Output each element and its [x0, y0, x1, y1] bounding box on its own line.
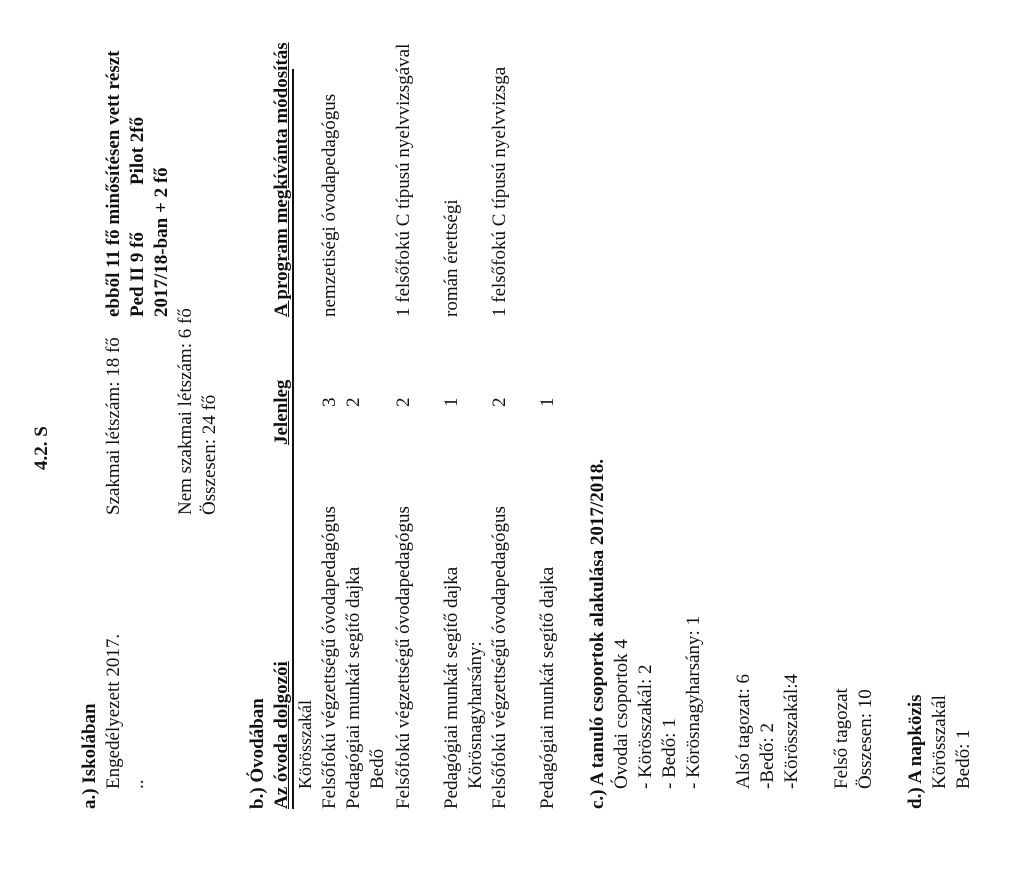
section-heading: 4.2. S [31, 426, 52, 470]
staff-row-role: Felsőfokú végzettségű óvodapedagógus [319, 506, 340, 809]
staff-row-count: 1 [441, 397, 462, 407]
kindergarten-groups: Óvodai csoportok 4 [611, 639, 632, 789]
school-title: a.) Iskolában [79, 703, 100, 809]
kindergarten-title: b.) Óvodában [247, 698, 268, 809]
staff-row-note: 1 felsőfokú C típusú nyelvvizsga [489, 66, 510, 317]
staff-row-note: román érettségi [441, 199, 462, 317]
groups-title: c.) A tanuló csoportok alakulása 2017/2018. [587, 459, 608, 809]
staff-row-role: Felsőfokú végzettségű óvodapedagógus [393, 506, 414, 809]
location-bedo: Bedő [367, 748, 388, 789]
upper-grade: Felső tagozat [831, 688, 852, 789]
staff-row-count: 3 [319, 397, 340, 407]
staff-row-role: Pedagógiai munkát segítő dajka [343, 566, 364, 809]
school-marker: .. [127, 779, 148, 789]
location-korosnagyharsany: Körösnagyharsány: [465, 641, 486, 789]
groups-total: Összesen: 10 [855, 689, 876, 789]
daycare-item: Bedő: 1 [953, 729, 974, 789]
staff-row-count: 2 [393, 397, 414, 407]
school-nonstaff: Nem szakmai létszám: 6 fő [175, 308, 196, 515]
staff-row-role: Pedagógiai munkát segítő dajka [537, 566, 558, 809]
staff-row-count: 2 [343, 397, 364, 407]
staff-row-count: 2 [489, 397, 510, 407]
group-item: -Bedő: 2 [757, 723, 778, 789]
lower-grade: Alsó tagozat: 6 [733, 673, 754, 789]
school-pilot: Pilot 2fő [127, 116, 148, 185]
table-header-rule [292, 69, 294, 809]
staff-row-note: 1 felsőfokú C típusú nyelvvizsgával [393, 43, 414, 317]
current-column-header: Jelenleg [271, 379, 292, 445]
staff-row-role: Felsőfokú végzettségű óvodapedagógus [489, 506, 510, 809]
school-approved: Engedélyezett 2017. [103, 633, 124, 789]
school-qualifying: ebből 11 fő minősítésen vett részt [103, 50, 124, 317]
group-item: - Körösszakál: 2 [635, 664, 656, 789]
daycare-title: d.) A napközis [905, 694, 926, 809]
staff-column-header: Az óvoda dolgozói [271, 661, 292, 809]
staff-row-role: Pedagógiai munkát segítő dajka [441, 566, 462, 809]
school-staff-count: Szakmai létszám: 18 fő [103, 337, 124, 515]
school-total: Összesen: 24 fő [199, 394, 220, 515]
group-item: - Bedő: 1 [659, 718, 680, 789]
staff-row-note: nemzetiségi óvodapedagógus [319, 93, 340, 317]
group-item: -Körösszakál:4 [781, 673, 802, 789]
staff-row-count: 1 [537, 397, 558, 407]
school-ped2: Ped II 9 fő [127, 232, 148, 317]
location-korosszakal: Körösszakál [295, 700, 315, 789]
group-item: - Körösnagyharsány: 1 [683, 615, 704, 789]
school-year-extra: 2017/18-ban + 2 fő [151, 167, 172, 317]
required-column-header: A program megkívánta módosítás [271, 42, 292, 317]
daycare-item: Körösszakál [929, 695, 950, 789]
